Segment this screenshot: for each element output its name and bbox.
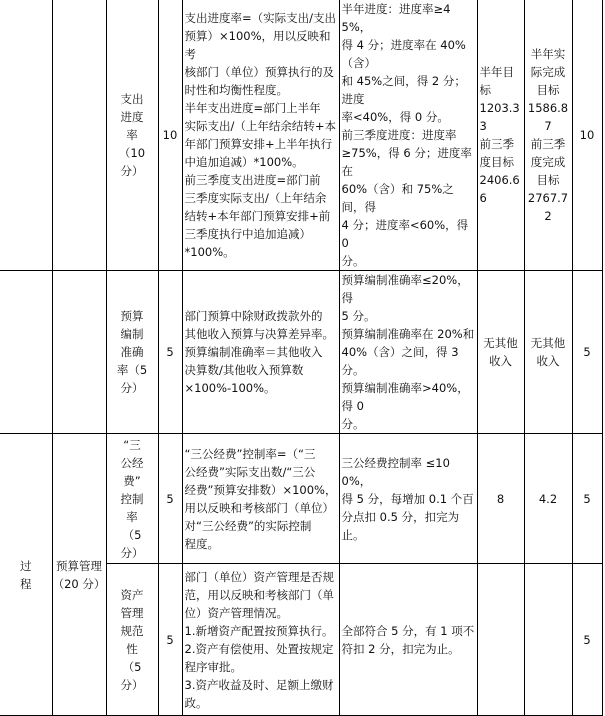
standard-cell: 全部符合 5 分，有 1 项不 符扣 2 分，扣完为止。 <box>339 564 477 716</box>
table-row <box>0 271 602 434</box>
empty-cell <box>0 271 52 434</box>
standard-cell: 半年进度：进度率≥45%， 得 4 分；进度率在 40%（含） 和 45%之间，得 2 分；进度 率<40%，得 0 分。 前三季度进度：进度率 ≥75%，得 6 分；进度率在 60%（含）和 75%之间，得 4 分；进度率<60%，得 0 分。 <box>339 0 477 271</box>
table-row <box>0 0 602 271</box>
target-value-cell: 8 <box>477 434 524 564</box>
empty-cell <box>0 0 52 271</box>
score-cell: 5 <box>572 564 602 716</box>
score-cell: 10 <box>572 0 602 271</box>
definition-cell: “三公经费”控制率=（“三 公经费”实际支出数/“三公 经费”预算安排数）×100%， 用以反映和考核部门（单位） 对“三公经费”的实际控制 程度。 <box>182 434 339 564</box>
score-cell: 5 <box>572 434 602 564</box>
standard-cell: 预算编制准确率≤20%，得 5 分。 预算编制准确率在 20%和 40%（含）之间，得 3 分。 预算编制准确率>40%，得 0 分。 <box>339 271 477 434</box>
empty-cell <box>52 0 106 271</box>
level1-indicator-cell: 过 程 <box>0 434 52 716</box>
weight-cell: 5 <box>158 434 182 564</box>
indicator-cell: 支出 进度 率 （10 分） <box>106 0 158 271</box>
definition-cell: 部门预算中除财政拨款外的 其他收入预算与决算差异率。 预算编制准确率＝其他收入 决算数/其他收入预算数 ×100%-100%。 <box>182 271 339 434</box>
indicator-cell: 预算 编制 准确 率（5 分） <box>106 271 158 434</box>
target-value-cell: 半年目 标 1203.33 前三季 度目标 2406.66 <box>477 0 524 271</box>
weight-cell: 10 <box>158 0 182 271</box>
level2-indicator-cell: 预算管理 （20 分） <box>52 434 106 716</box>
indicator-cell: 资产 管理 规范 性 （5 分） <box>106 564 158 716</box>
score-cell: 5 <box>572 271 602 434</box>
target-value-cell: 无其他 收入 <box>477 271 524 434</box>
actual-value-cell: 半年实 际完成 目标 1586.87 前三季 度完成 目标 2767.72 <box>524 0 572 271</box>
target-value-cell <box>477 564 524 716</box>
definition-cell: 部门（单位）资产管理是否规 范，用以反映和考核部门（单 位）资产管理情况。 1.新增资产配置按预算执行。 2.资产有偿使用、处置按规定 程序审批。 3.资产收益及时、足额上缴财 政。 <box>182 564 339 716</box>
actual-value-cell: 无其他 收入 <box>524 271 572 434</box>
table-row <box>0 434 602 564</box>
empty-cell <box>52 271 106 434</box>
weight-cell: 5 <box>158 271 182 434</box>
weight-cell: 5 <box>158 564 182 716</box>
definition-cell: 支出进度率=（实际支出/支出 预算）×100%，用以反映和考 核部门（单位）预算执行的及 时性和均衡性程度。 半年支出进度=部门上半年 实际支出/（上年结余结转+本 年部门预算安排+上半年执行 中追加追减）*100%。 前三季度支出进度=部门前 三季度实际支出/（上年结余 结转+本年部门预算安排+前 三季度执行中追加追减） *100%。 <box>182 0 339 271</box>
actual-value-cell <box>524 564 572 716</box>
indicator-cell: “三 公经 费” 控制 率 （5 分） <box>106 434 158 564</box>
actual-value-cell: 4.2 <box>524 434 572 564</box>
standard-cell: 三公经费控制率 ≤100%， 得 5 分，每增加 0.1 个百 分点扣 0.5 分，扣完为止。 <box>339 434 477 564</box>
